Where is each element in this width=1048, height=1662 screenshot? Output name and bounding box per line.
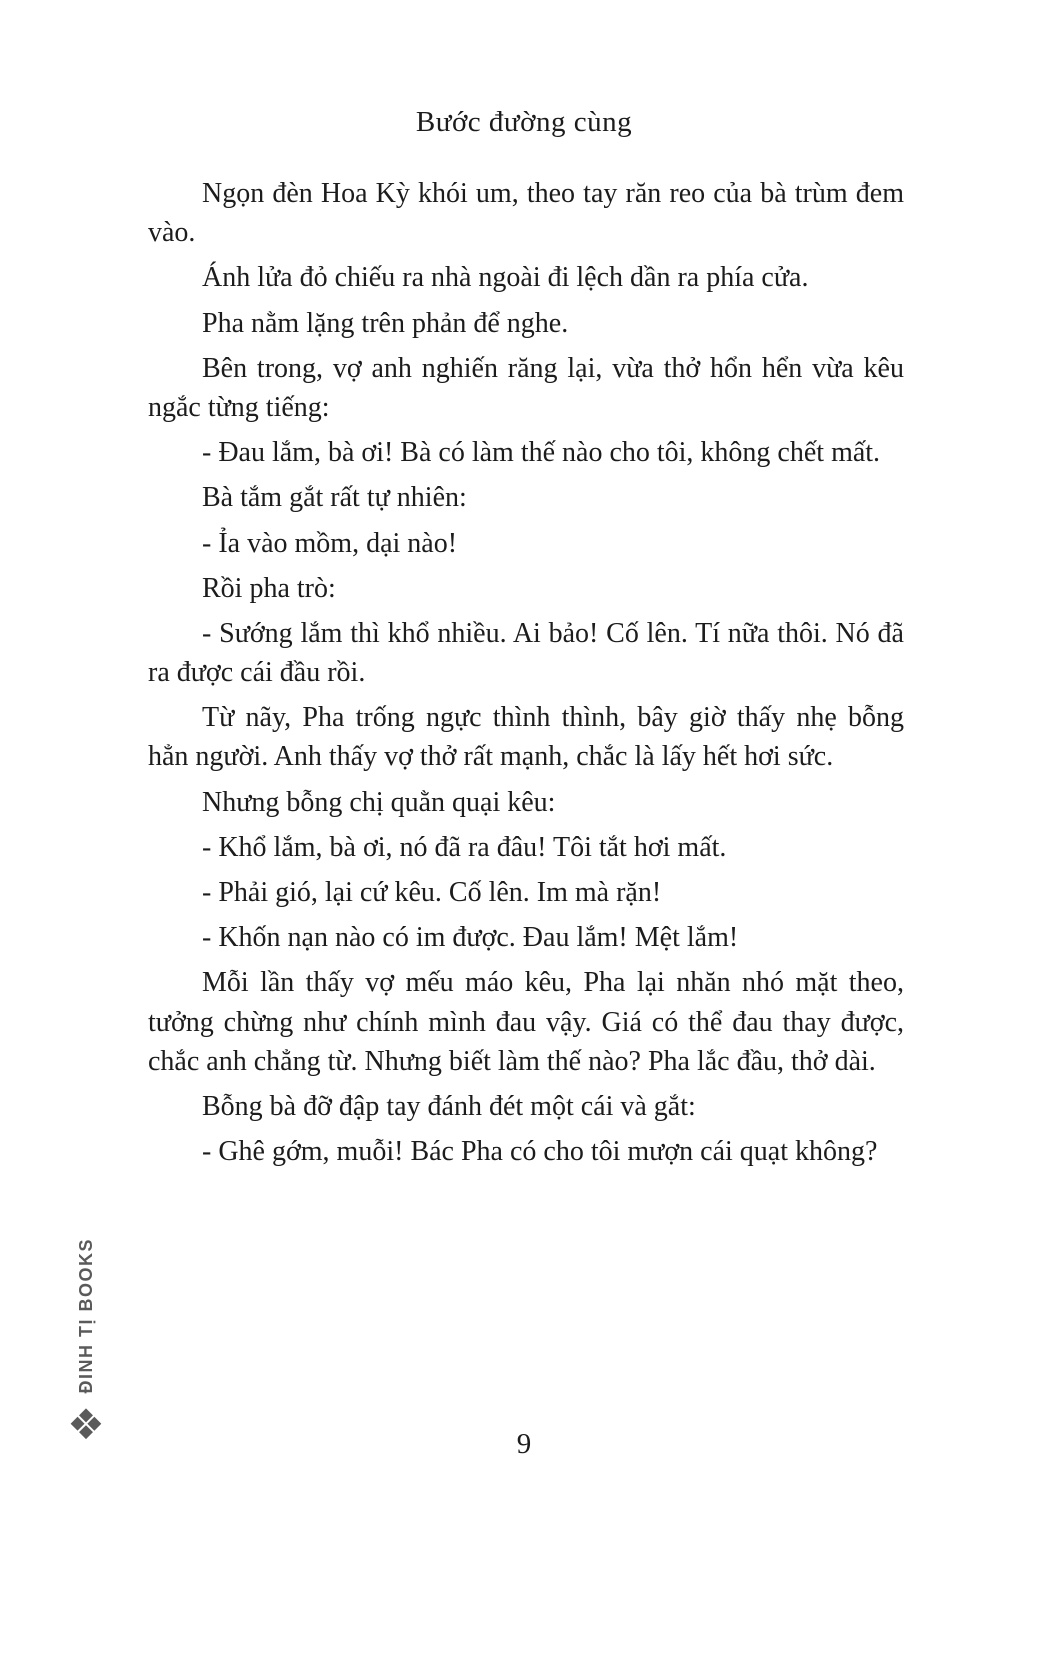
paragraph: Bỗng bà đỡ đập tay đánh đét một cái và gắt:: [202, 1090, 696, 1122]
page-body: [148, 174, 904, 1177]
paragraph-dialogue: - Đau lắm, bà ơi! Bà có làm thế nào cho tôi, không chết mất.: [202, 437, 881, 469]
page-number: 9: [516, 1428, 532, 1460]
paragraph-dialogue: - Khốn nạn nào có im được. Đau lắm! Mệt lắm!: [202, 922, 739, 954]
publisher-diamond-logo-icon: ❖: [67, 1399, 105, 1449]
paragraph: Ngọn đèn Hoa Kỳ khói um, theo tay răn reo của bà trùm đem vào.: [148, 178, 904, 249]
paragraph: Rồi pha trò:: [202, 572, 336, 604]
paragraph-dialogue: - Sướng lắm thì khổ nhiều. Ai bảo! Cố lên. Tí nữa thôi. Nó đã ra được cái đầu rồi.: [148, 617, 904, 689]
paragraph: Ánh lửa đỏ chiếu ra nhà ngoài đi lệch dần ra phía cửa.: [202, 262, 809, 294]
paragraph: Bên trong, vợ anh nghiến răng lại, vừa thở hổn hển vừa kêu ngắc từng tiếng:: [148, 352, 904, 423]
paragraph-dialogue: - Ghê gớm, muỗi! Bác Pha có cho tôi mượn cái quạt không?: [202, 1136, 878, 1168]
paragraph: Mỗi lần thấy vợ mếu máo kêu, Pha lại nhăn nhó mặt theo, tưởng chừng như chính mình đau vậy. Giá có thể đau thay được, chắc anh chẳng từ. Nhưng biết làm thế nào? Pha lắc đầu, thở dài.: [148, 967, 904, 1077]
paragraph-dialogue: - Khổ lắm, bà ơi, nó đã ra đâu! Tôi tắt hơi mất.: [202, 831, 727, 863]
paragraph-dialogue: - Phải gió, lại cứ kêu. Cố lên. Im mà rặn!: [202, 877, 662, 908]
paragraph: Pha nằm lặng trên phản để nghe.: [202, 307, 569, 339]
publisher-mark: [58, 1238, 114, 1449]
paragraph: Bà tắm gắt rất tự nhiên:: [202, 482, 467, 514]
publisher-name: ĐINH TỊ BOOKS: [75, 1238, 96, 1394]
paragraph-dialogue: - Ỉa vào mồm, dại nào!: [202, 527, 458, 559]
paragraph: Nhưng bỗng chị quằn quại kêu:: [202, 786, 556, 818]
page-title: Bước đường cùng: [415, 106, 633, 138]
paragraph: Từ nãy, Pha trống ngực thình thình, bây giờ thấy nhẹ bỗng hẳn người. Anh thấy vợ thở rất mạnh, chắc là lấy hết hơi sức.: [148, 702, 904, 773]
